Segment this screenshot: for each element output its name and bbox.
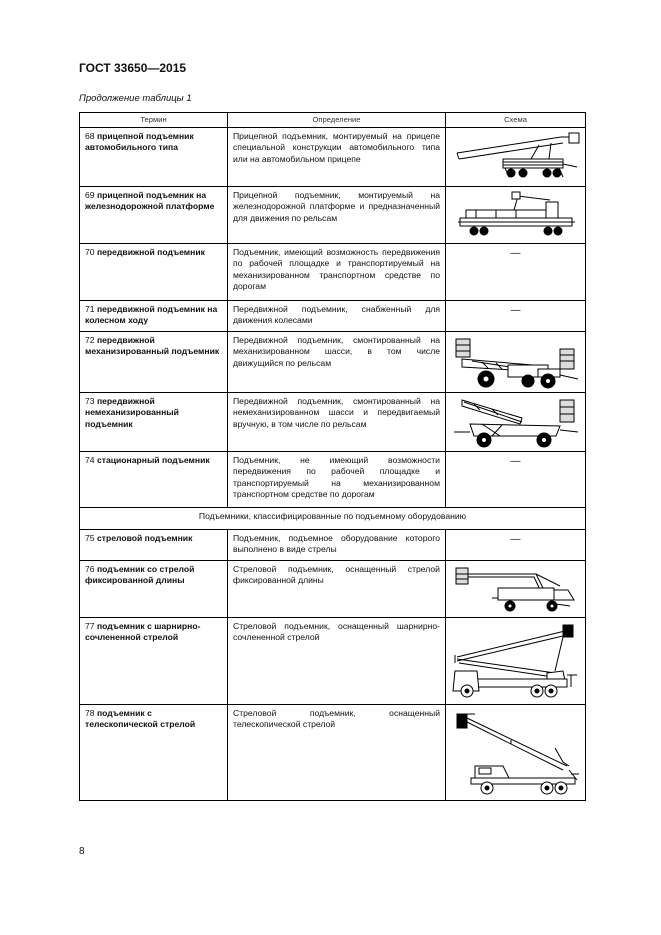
term-cell	[80, 393, 228, 452]
railway-platform-lift-schematic	[456, 190, 576, 240]
term-number: 77	[85, 621, 95, 632]
term-number: 68	[85, 131, 95, 142]
column-header-term: Термин	[80, 113, 228, 128]
definition-cell: Прицепной подъемник, монтируемый на прицепе специальной конструкции автомобильного типа или на автомобильном прицепе	[228, 128, 446, 187]
column-header-scheme: Схема	[446, 113, 586, 128]
term-cell	[80, 128, 228, 187]
scheme-cell: —	[446, 244, 586, 301]
table-row	[80, 128, 586, 187]
column-header-definition: Определение	[228, 113, 446, 128]
term-name: подъемник со стрелой фиксированной длины	[85, 564, 195, 586]
term-name: подъемник с телескопической стрелой	[85, 708, 196, 730]
term-number: 76	[85, 564, 95, 575]
document-code: ГОСТ 33650—2015	[79, 61, 187, 75]
definition-cell: Подъемник, не имеющий возможности передвижения по рабочей площадке и транспортируемый на механизированном транспортном средстве по дорогам	[228, 452, 446, 508]
page-number: 8	[79, 846, 85, 857]
fixed-length-boom-lift-schematic	[452, 564, 580, 614]
term-number: 72	[85, 335, 95, 346]
term-cell	[80, 187, 228, 244]
definition-cell: Стреловой подъемник, оснащенный стрелой фиксированной длины	[228, 561, 446, 618]
mobile-non-mechanized-lift-schematic	[452, 396, 580, 448]
term-name: передвижной механизированный подъемник	[85, 335, 220, 357]
term-number: 73	[85, 396, 95, 407]
mobile-mechanized-lift-schematic	[452, 335, 580, 389]
term-cell	[80, 244, 228, 301]
term-name: подъемник с шарнирно-сочлененной стрелой	[85, 621, 201, 643]
term-cell	[80, 332, 228, 393]
definition-cell: Передвижной подъемник, снабженный для движения колесами	[228, 301, 446, 332]
table-row	[80, 618, 586, 705]
table-row	[80, 301, 586, 332]
term-number: 75	[85, 533, 95, 544]
table-row	[80, 244, 586, 301]
table-row	[80, 530, 586, 561]
table-row	[80, 561, 586, 618]
term-name: передвижной подъемник на колесном ходу	[85, 304, 218, 326]
trailer-lift-car-type-schematic	[451, 131, 581, 183]
term-number: 78	[85, 708, 95, 719]
table-row	[80, 705, 586, 801]
term-number: 71	[85, 304, 95, 315]
definition-cell: Передвижной подъемник, смонтированный на немеханизированном шасси и передвигаемый вручную, в том числе по рельсам	[228, 393, 446, 452]
table-row	[80, 187, 586, 244]
definition-cell: Стреловой подъемник, оснащенный телескопической стрелой	[228, 705, 446, 801]
telescopic-boom-lift-schematic	[451, 708, 581, 796]
articulated-boom-lift-schematic	[451, 621, 581, 699]
scheme-cell	[446, 618, 586, 705]
definition-cell: Передвижной подъемник, смонтированный на механизированном шасси, в том числе движущийся по рельсам	[228, 332, 446, 393]
term-name: прицепной подъемник автомобильного типа	[85, 131, 194, 153]
scheme-cell	[446, 561, 586, 618]
table-row	[80, 332, 586, 393]
term-cell	[80, 530, 228, 561]
scheme-cell	[446, 705, 586, 801]
term-number: 70	[85, 247, 95, 258]
term-cell	[80, 452, 228, 508]
table-caption: Продолжение таблицы 1	[79, 93, 192, 104]
term-cell	[80, 561, 228, 618]
definition-cell: Подъемник, имеющий возможность передвижения по рабочей площадке и транспортируемый на механизированном транспортном средстве по дорогам	[228, 244, 446, 301]
term-name: стреловой подъемник	[96, 533, 193, 544]
scheme-cell	[446, 128, 586, 187]
scheme-cell	[446, 332, 586, 393]
terms-table	[79, 112, 586, 801]
term-cell	[80, 618, 228, 705]
scheme-cell: —	[446, 530, 586, 561]
definition-cell: Прицепной подъемник, монтируемый на железнодорожной платформе и предназначенный для движения по рельсам	[228, 187, 446, 244]
term-name: стационарный подъемник	[96, 455, 210, 466]
definition-cell: Подъемник, подъемное оборудование которого выполнено в виде стрелы	[228, 530, 446, 561]
table-row	[80, 452, 586, 508]
term-number: 74	[85, 455, 95, 466]
table-row	[80, 393, 586, 452]
term-cell	[80, 705, 228, 801]
scheme-cell	[446, 393, 586, 452]
scheme-cell	[446, 187, 586, 244]
scheme-cell: —	[446, 301, 586, 332]
term-name: передвижной немеханизированный подъемник	[85, 396, 179, 429]
term-name: прицепной подъемник на железнодорожной платформе	[85, 190, 215, 212]
term-cell	[80, 301, 228, 332]
section-heading: Подъемники, классифицированные по подъемному оборудованию	[80, 508, 586, 530]
section-heading-row	[80, 508, 586, 530]
table-header-row	[80, 113, 586, 128]
scheme-cell: —	[446, 452, 586, 508]
term-name: передвижной подъемник	[96, 247, 205, 258]
term-number: 69	[85, 190, 95, 201]
definition-cell: Стреловой подъемник, оснащенный шарнирно-сочлененной стрелой	[228, 618, 446, 705]
